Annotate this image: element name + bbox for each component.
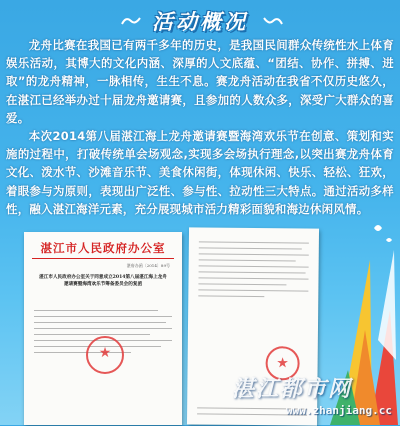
watermark-logo: 湛江都市网	[232, 377, 353, 402]
paragraph-event: 本次2014第八届湛江海上龙舟邀请赛暨海湾欢乐节在创意、策划和实施的过程中，打破传统单会场观念,实现多会场执行理念,以突出赛龙舟体育文化、泼水节、沙滩音乐节、美食休闲街，体现休闲、快乐、轻松、狂欢，着眼参与为原则，表现出广泛性、参与性、拉动性三大特点。通过活动多样性，融入湛江海洋元素，充分展现城市活力精彩面貌和海边休闲风情。	[6, 129, 394, 216]
paragraph-history: 龙舟比赛在我国已有两千多年的历史，是我国民间群众传统性水上体育娱乐活动，其博大的文化内涵、深厚的人文底蕴、“团结、协作、拼搏、进取”的龙舟精神，一脉相传，生生不息。赛龙舟活动在我省不仅历史悠久，在湛江已经举办过十届龙舟邀请赛，且参加的人数众多，深受广大群众的喜爱。	[6, 38, 394, 125]
title-area	[0, 6, 400, 36]
document-body-lines	[198, 241, 309, 302]
red-seal-stamp	[86, 336, 124, 374]
official-document-page-1	[24, 232, 182, 425]
intro-text	[6, 36, 394, 218]
page-title: 活动概况	[152, 10, 248, 34]
document-subtitle: 湛江市人民政府办公室关于同意成立2014第八届湛江海上龙舟邀请赛暨海湾欢乐节筹备委员会的复函	[39, 275, 167, 287]
watermark-url: www.zhanjiang.cc	[286, 404, 392, 417]
wave-flourish-right-icon	[262, 14, 284, 28]
wave-flourish-left-icon	[120, 14, 142, 28]
document-header: 湛江市人民政府办公室	[40, 241, 166, 255]
document-header-rule	[32, 258, 174, 259]
document-number: 湛府办函〔2014〕89号	[126, 263, 170, 268]
